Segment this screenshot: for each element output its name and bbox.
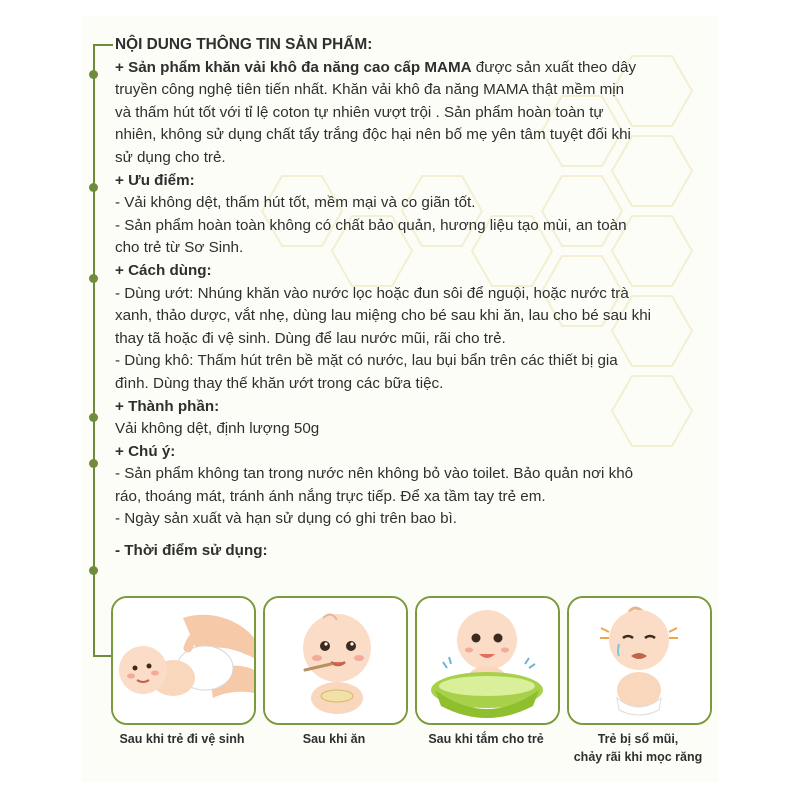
usage-time-caption: Sau khi ăn <box>302 732 366 746</box>
intro-line: sử dụng cho trẻ. <box>115 148 226 166</box>
usage-time-card <box>415 596 560 725</box>
usage-line: - Dùng khô: Thấm hút trên bề mặt có nước, lau bụi bẩn trên các thiết bị gia <box>115 352 618 370</box>
product-info-content <box>115 34 695 563</box>
usage-time-caption-line: Trẻ bị sổ mũi, <box>597 732 679 746</box>
usage-line: thay tã hoặc đi vệ sinh. Dùng để lau nước mũi, rãi cho trẻ. <box>115 329 506 347</box>
baby-bath-illustration <box>417 598 558 723</box>
intro-line <box>115 57 695 80</box>
usage-line: - Dùng ướt: Nhúng khăn vào nước lọc hoặc đun sôi để nguội, hoặc nước trà <box>115 284 629 302</box>
usage-time-caption: Sau khi tắm cho trẻ <box>428 732 544 746</box>
bullet-dot <box>89 566 98 575</box>
baby-crying-illustration <box>569 598 710 723</box>
notes-line: ráo, thoáng mát, tránh ánh nắng trực tiếp. Để xa tầm tay trẻ em. <box>115 487 546 505</box>
bullet-dot <box>89 413 98 422</box>
usage-time-caption-multiline <box>563 730 713 766</box>
intro-line: truyền công nghệ tiên tiến nhất. Khăn vải khô đa năng MAMA thật mềm mịn <box>115 81 625 99</box>
baby-diaper-change-illustration <box>113 598 254 723</box>
bullet-dot <box>89 274 98 283</box>
usage-line: xanh, thảo dược, vắt nhẹ, dùng lau miệng cho bé sau khi ăn, lau cho bé sau khi <box>115 307 652 325</box>
intro-line: và thấm hút tốt với tỉ lệ coton tự nhiên vượt trội . Sản phẩm hoàn toàn tự <box>115 103 604 121</box>
bullet-dot <box>89 183 98 192</box>
usage-time-card <box>111 596 256 725</box>
ingredients-heading: + Thành phần: <box>115 397 220 415</box>
advantages-line: cho trẻ từ Sơ Sinh. <box>115 239 244 257</box>
bullet-dot <box>89 70 98 79</box>
usage-heading: + Cách dùng: <box>115 261 212 279</box>
timeline-rail-top <box>93 44 113 46</box>
intro-rest: được sản xuất theo dây <box>471 58 637 76</box>
baby-eating-illustration <box>265 598 406 723</box>
usage-time-card <box>263 596 408 725</box>
intro-line: nhiên, không sử dụng chất tẩy trắng độc hại nên bố mẹ yên tâm tuyệt đối khi <box>115 126 631 144</box>
usage-time-caption-line: chảy rãi khi mọc răng <box>573 750 703 764</box>
usage-time-heading: - Thời điểm sử dụng: <box>115 542 268 560</box>
advantages-line: - Sản phẩm hoàn toàn không có chất bảo quản, hương liệu tạo mùi, an toàn <box>115 216 627 234</box>
ingredients-line: Vải không dệt, định lượng 50g <box>115 420 320 438</box>
advantages-line: - Vải không dệt, thấm hút tốt, mềm mại và co giãn tốt. <box>115 194 476 212</box>
usage-time-card <box>567 596 712 725</box>
advantages-heading: + Ưu điểm: <box>115 171 195 189</box>
usage-time-caption: Sau khi trẻ đi vệ sinh <box>119 732 245 746</box>
notes-heading: + Chú ý: <box>115 442 176 460</box>
intro-bold: + Sản phẩm khăn vải khô đa năng cao cấp MAMA <box>115 58 472 76</box>
bullet-dot <box>89 459 98 468</box>
usage-line: đình. Dùng thay thế khăn ướt trong các bữa tiệc. <box>115 374 444 392</box>
notes-line: - Sản phẩm không tan trong nước nên không bỏ vào toilet. Bảo quản nơi khô <box>115 465 634 483</box>
section-title: NỘI DUNG THÔNG TIN SẢN PHẨM: <box>115 36 373 53</box>
usage-time-gallery <box>108 596 712 776</box>
notes-line: - Ngày sản xuất và hạn sử dụng có ghi trên bao bì. <box>115 510 457 528</box>
